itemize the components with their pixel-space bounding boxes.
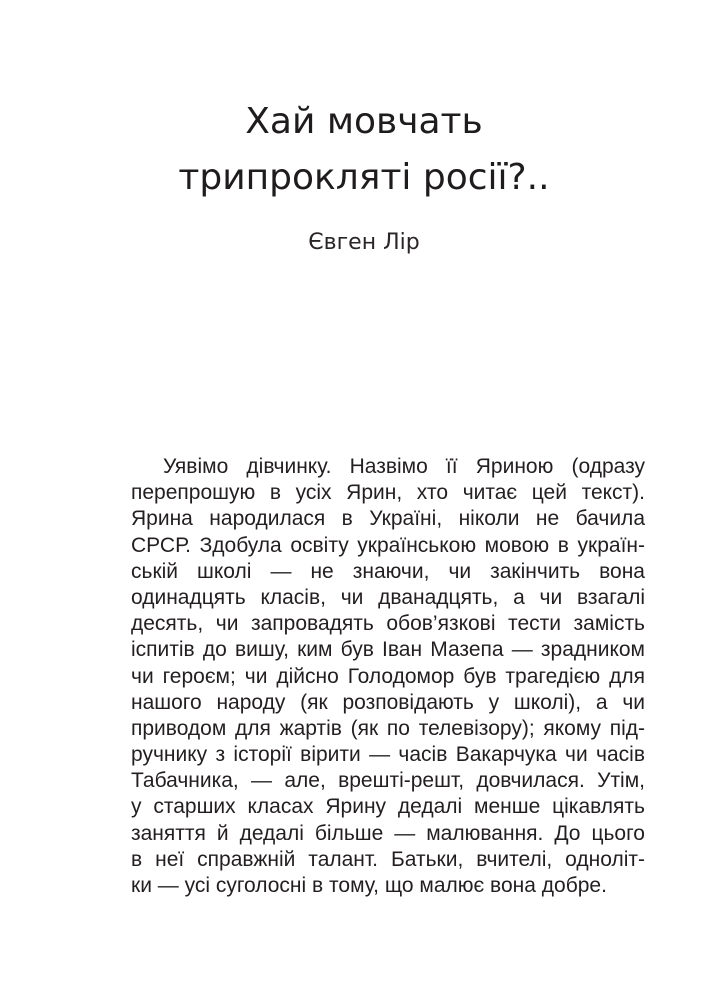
paragraph-line: ки — усі суголосні в тому, що малює вона добре.	[131, 874, 607, 897]
paragraph-line: заняття й дедалі більше — малювання. До цього	[131, 821, 645, 845]
paragraph-line: чи героєм; чи дійсно Голодомор був трагедією для	[131, 664, 645, 688]
paragraph-line: ручнику з історії вірити — часів Вакарчука чи часів	[131, 743, 645, 767]
author-name: Євген Лір	[308, 230, 420, 255]
body-paragraph	[131, 454, 645, 899]
paragraph-line: СРСР. Здобула освіту українською мовою в україн-	[131, 533, 645, 557]
paragraph-line: Ярина народилася в Україні, ніколи не бачила	[131, 507, 645, 531]
paragraph-line: іспитів до вишу, ким був Іван Мазепа — зрадником	[131, 638, 645, 662]
paragraph-line: в неї справжній талант. Батьки, вчителі, одноліт-	[131, 847, 645, 871]
paragraph-line: приводом для жартів (як по телевізору); якому під-	[131, 716, 645, 740]
chapter-title	[0, 94, 728, 206]
paragraph-line: десять, чи запровадять обов’язкові тести замість	[131, 612, 645, 636]
paragraph-line: ській школі — не знаючи, чи закінчить вона	[131, 559, 645, 583]
chapter-title-line-2: трипрокляті росії?..	[178, 157, 550, 198]
paragraph-line: нашого народу (як розповідають у школі), а чи	[131, 690, 645, 714]
paragraph-line: у старших класах Ярину дедалі менше цікавлять	[131, 795, 645, 819]
paragraph-line: Табачника, — але, врешті-решт, довчилася. Утім,	[131, 769, 645, 793]
paragraph-line: одинадцять класів, чи дванадцять, а чи взагалі	[131, 585, 645, 609]
paragraph-line: Уявімо дівчинку. Назвімо її Яриною (одразу	[163, 455, 645, 478]
paragraph-line: перепрошую в усіх Ярин, хто читає цей текст).	[131, 481, 645, 505]
chapter-title-line-1: Хай мовчать	[245, 101, 483, 142]
